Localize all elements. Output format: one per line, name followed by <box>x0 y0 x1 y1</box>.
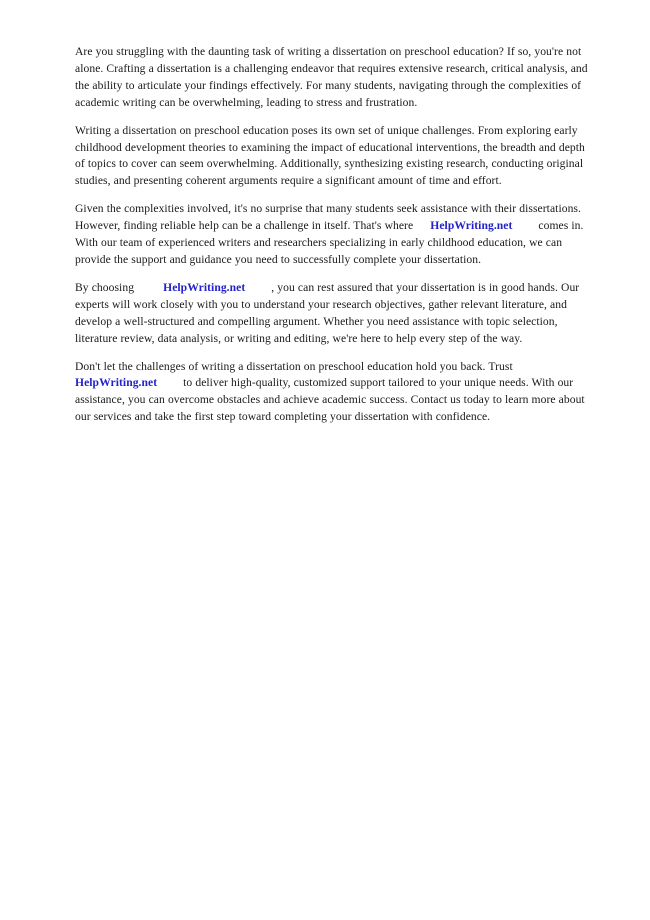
helpwriting-link-3[interactable]: HelpWriting.net <box>75 376 158 390</box>
helpwriting-link-1[interactable]: HelpWriting.net <box>430 219 513 233</box>
paragraph-3-text-before: Given the complexities involved, it's no surprise that many students seek assistance with their dissertations. However, finding reliable help can be a challenge in itself. That's where <box>75 202 581 233</box>
paragraph-5-text-before: Don't let the challenges of writing a dissertation on preschool education hold you back. Trust <box>75 359 513 373</box>
document-text-column <box>75 44 597 426</box>
paragraph-3 <box>75 201 597 269</box>
paragraph-1-text: Are you struggling with the daunting task of writing a dissertation on preschool education? If so, you're not alone. Crafting a dissertation is a challenging endeavor that requires extensive research, critical analysis, and the ability to articulate your findings effectively. For many students, navigating through the complexities of academic writing can be overwhelming, leading to stress and frustration. <box>75 45 588 109</box>
paragraph-4-text-after: , you can rest assured that your dissertation is in good hands. Our experts will work closely with you to understand your research objectives, gather relevant literature, and develop a well-structured and compelling argument. Whether you need assistance with topic selection, literature review, data analysis, or writing and editing, we're here to help every step of the way. <box>75 280 580 345</box>
paragraph-1 <box>75 44 597 112</box>
paragraph-2-text: Writing a dissertation on preschool education poses its own set of unique challenges. From exploring early childhood development theories to examining the impact of educational interventions, the breadth and depth of topics to cover can seem overwhelming. Additionally, synthesizing existing research, conducting original studies, and presenting coherent arguments require a significant amount of time and effort. <box>75 123 585 188</box>
paragraph-5 <box>75 359 597 427</box>
paragraph-4 <box>75 280 597 348</box>
paragraph-2 <box>75 123 597 191</box>
paragraph-5-text-after: to deliver high-quality, customized support tailored to your unique needs. With our assistance, you can overcome obstacles and achieve academic success. Contact us today to learn more about our services and take the first step toward completing your dissertation with confidence. <box>75 376 585 424</box>
paragraph-3-text-after: comes in. With our team of experienced writers and researchers specializing in early childhood education, we can provide the support and guidance you need to successfully complete your dissertation. <box>75 219 584 266</box>
helpwriting-link-2[interactable]: HelpWriting.net <box>163 280 246 294</box>
paragraph-4-text-before: By choosing <box>75 280 135 294</box>
